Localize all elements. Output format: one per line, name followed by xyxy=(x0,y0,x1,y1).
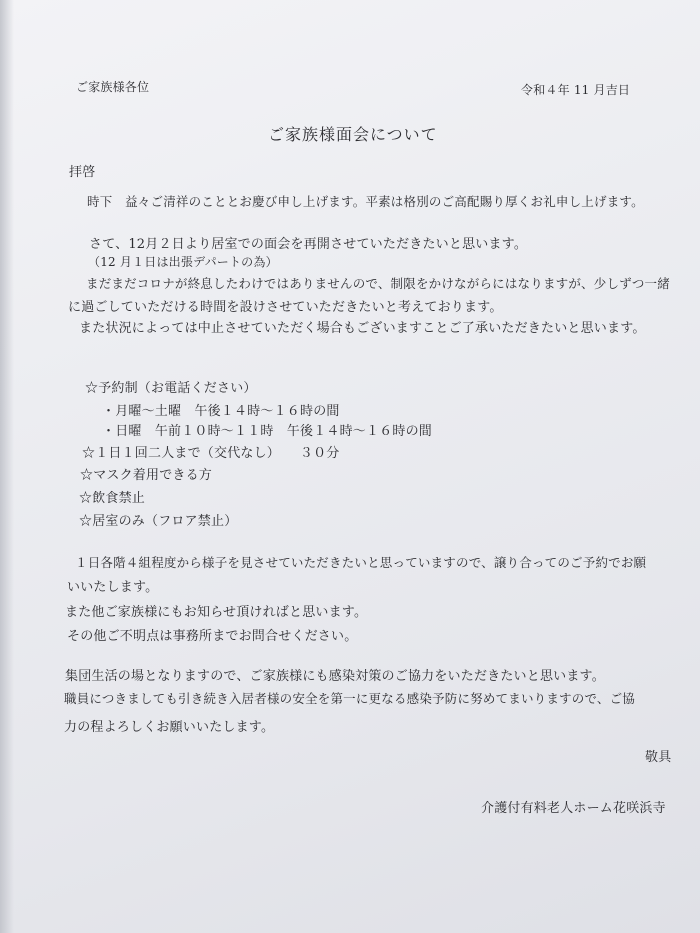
body2-line-3: また他ご家族様にもお知らせ頂ければと思います。 xyxy=(65,605,368,620)
closing-word: 敬具 xyxy=(645,750,672,765)
body1-line-4: に過ごしていただける時間を設けさせていただきたいと考えております。 xyxy=(68,300,503,315)
body3-line-3: 力の程よろしくお願いいたします。 xyxy=(64,720,275,735)
greeting-line: 時下 益々ご清祥のこととお慶び申し上げます。平素は格別のご高配賜り厚くお礼申し上げます。 xyxy=(87,194,644,209)
letter-date: 令和４年 11 月吉日 xyxy=(521,83,631,97)
body1-line-5: また状況によっては中止させていただく場合もございますことご了承いただきたいと思います。 xyxy=(79,321,646,336)
rule-reservation: ☆予約制（お電話ください） xyxy=(85,381,257,396)
opening-word: 拝啓 xyxy=(69,165,96,180)
body1-line-1: さて、12月２日より居室での面会を再開させていただきたいと思います。 xyxy=(89,237,528,252)
rule-sunday-hours: ・日曜 午前１０時～１１時 午後１４時～１６時の間 xyxy=(102,424,433,439)
rule-visitor-limit: ☆１日１回二人まで（交代なし） ３０分 xyxy=(82,446,340,461)
body2-line-1: １日各階４組程度から様子を見させていただきたいと思っていますので、譲り合ってのご予約でお願 xyxy=(75,555,647,570)
signature: 介護付有料老人ホーム花咲浜寺 xyxy=(481,801,666,816)
paper-edge-shadow xyxy=(0,0,14,933)
letter-title: ご家族様面会について xyxy=(268,125,438,144)
rule-no-food: ☆飲食禁止 xyxy=(79,491,146,506)
rule-weekday-hours: ・月曜～土曜 午後１４時～１６時の間 xyxy=(102,404,340,419)
body2-line-4: その他ご不明点は事務所までお問合せください。 xyxy=(67,629,358,644)
body1-line-2: （12 月１日は出張デパートの為） xyxy=(88,255,278,269)
body3-line-1: 集団生活の場となりますので、ご家族様にも感染対策のご協力をいただきたいと思います。 xyxy=(65,669,605,684)
rule-room-only: ☆居室のみ（フロア禁止） xyxy=(79,514,238,529)
body1-line-3: まだまだコロナが終息したわけではありませんので、制限をかけながらにはなりますが、少しずつ一緒 xyxy=(86,276,670,291)
addressee: ご家族様各位 xyxy=(76,80,150,94)
body2-line-2: いいたします。 xyxy=(67,580,159,595)
rule-mask: ☆マスク着用できる方 xyxy=(80,468,213,483)
body3-line-2: 職員につきましても引き続き入居者様の安全を第一に更なる感染予防に努めてまいりますので、ご協 xyxy=(64,691,636,706)
